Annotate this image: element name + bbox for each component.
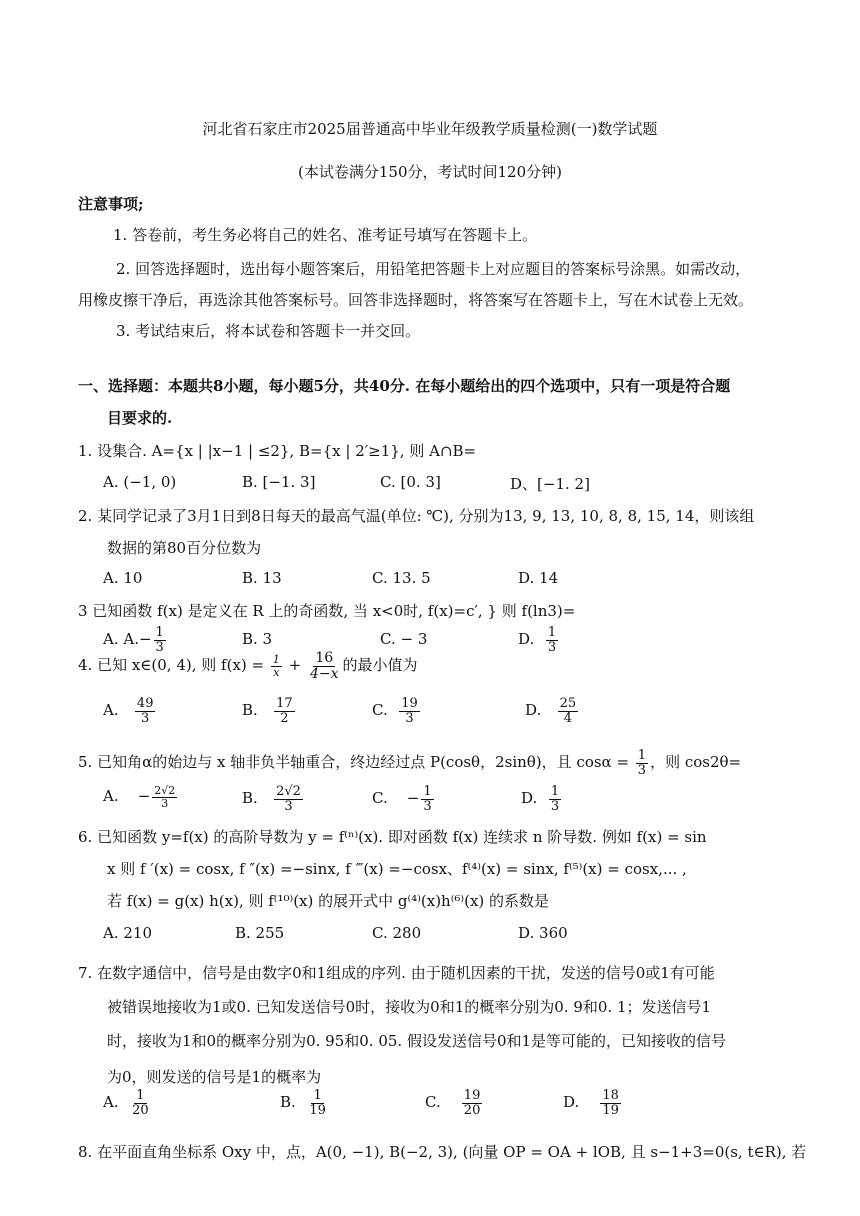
q7-option-d: D. $\frac{18}{19}$ — [563, 1088, 619, 1118]
section-heading: 一、选择题：本题共8小题，每小题5分，共40分. 在每小题给出的四个选项中，只有一项是符合题 — [78, 377, 731, 395]
exam-title: 河北省石家庄市2025届普通高中毕业年级教学质量检测(一)数学试题 — [202, 120, 658, 138]
q6-stem-line3: 若 f(x) = g(x) h(x), 则 f⁽¹⁰⁾(x) 的展开式中 g⁽⁴⁾(x)h⁽⁶⁾(x) 的系数是 — [107, 892, 550, 910]
q3-option-b: B. 3 — [242, 630, 273, 648]
q5-option-a: A. − $\frac{2√2}{3}$ — [103, 784, 176, 810]
q7-option-c: C. $\frac{19}{20}$ — [425, 1088, 481, 1118]
notice-item-1: 1. 答卷前，考生务必将自己的姓名、准考证号填写在答题卡上。 — [113, 226, 538, 244]
q2-option-c: C. 13. 5 — [372, 569, 431, 587]
q6-option-c: C. 280 — [372, 924, 422, 942]
q4-option-c: C. $\frac{19}{3}$ — [372, 696, 418, 726]
notice-item-2: 2. 回答选择题时，选出每小题答案后，用铅笔把答题卡上对应题目的答案标号涂黑。如需改动， — [116, 260, 751, 278]
q2-option-d: D. 14 — [518, 569, 559, 587]
q1-option-c: C. [0. 3] — [380, 473, 441, 491]
q2-option-a: A. 10 — [103, 569, 143, 587]
notice-heading: 注意事项; — [78, 195, 144, 213]
q8-stem: 8. 在平面直角坐标系 Oxy 中，点，A(0, −1), B(−2, 3), (向量 OP = OA + lOB, 且 s−1+3=0(s, t∈R), 若 — [78, 1143, 807, 1161]
q4-option-a: A. $\frac{49}{3}$ — [103, 696, 154, 726]
q7-stem-line4: 为0，则发送的信号是1的概率为 — [107, 1068, 322, 1086]
q7-stem: 7. 在数字通信中，信号是由数字0和1组成的序列. 由于随机因素的干扰，发送的信号0或1有可能 — [78, 964, 715, 982]
q7-option-b: B. $\frac{1}{19}$ — [280, 1088, 326, 1118]
q1-option-a: A. (−1, 0) — [103, 473, 177, 491]
q7-stem-line2: 被错误地接收为1或0. 已知发送信号0时，接收为0和1的概率分别为0. 9和0. 1；发送信号1 — [107, 998, 712, 1016]
q1-stem: 1. 设集合. A={x | |x−1 | ≤2}, B={x | 2′≥1}, 则 A∩B= — [78, 442, 477, 460]
q2-stem-cont: 数据的第80百分位数为 — [107, 539, 262, 557]
q2-stem: 2. 某同学记录了3月1日到8日每天的最高气温(单位: ℃), 分别为13, 9, 13, 10, 8, 8, 15, 14，则该组 — [78, 507, 755, 525]
q6-stem-line2: x 则 f ′(x) = cosx, f ″(x) =−sinx, f ‴(x) =−cosx、f⁽⁴⁾(x) = sinx, f⁽⁵⁾(x) = cosx,... , — [107, 860, 687, 878]
q3-option-d: D. $\frac{1}{3}$ — [518, 625, 557, 655]
q4-option-d: D. $\frac{25}{4}$ — [525, 696, 577, 726]
q3-option-a: A. A.− $\frac{1}{3}$ — [103, 625, 164, 655]
section-heading-cont: 目要求的. — [107, 409, 173, 427]
q6-option-d: D. 360 — [518, 924, 568, 942]
q4-option-b: B. $\frac{17}{2}$ — [242, 696, 293, 726]
notice-item-3: 3. 考试结束后，将本试卷和答题卡一并交回。 — [116, 322, 421, 340]
q6-option-a: A. 210 — [103, 924, 152, 942]
q2-option-b: B. 13 — [242, 569, 282, 587]
notice-item-2-cont: 用橡皮擦干净后，再选涂其他答案标号。回答非选择题时，将答案写在答题卡上，写在木试卷上无效。 — [78, 291, 754, 309]
q6-option-b: B. 255 — [235, 924, 285, 942]
q1-option-b: B. [−1. 3] — [242, 473, 316, 491]
q4-stem: 4. 已知 x∈(0, 4), 则 f(x) = $\frac{1}{x}$ + $\frac{16}{4-x}$ 的最小值为 — [78, 650, 418, 682]
q3-option-c: C. − 3 — [380, 630, 428, 648]
q5-option-d: D. $\frac{1}{3}$ — [521, 784, 560, 814]
q7-stem-line3: 时，接收为1和0的概率分别为0. 95和0. 05. 假设发送信号0和1是等可能的，已知接收的信号 — [107, 1032, 727, 1050]
exam-subtitle: (本试卷满分150分，考试时间120分钟) — [298, 163, 562, 181]
q1-option-d: D、[−1. 2] — [510, 475, 590, 493]
q6-stem: 6. 已知函数 y=f(x) 的高阶导数为 y = f⁽ⁿ⁾(x). 即对函数 f(x) 连续求 n 阶导数. 例如 f(x) = sin — [78, 828, 707, 846]
q5-stem: 5. 已知角α的始边与 x 轴非负半轴重合，终边经过点 P(cosθ，2sinθ)，且 cosα = $\frac{1}{3}$ ，则 cos2θ= — [78, 748, 742, 778]
q7-option-a: A. $\frac{1}{20}$ — [103, 1088, 149, 1118]
q3-stem: 3 已知函数 f(x) 是定义在 R 上的奇函数, 当 x<0时, f(x)=c′, } 则 f(ln3)= — [78, 602, 576, 620]
q5-option-c: C. − $\frac{1}{3}$ — [372, 784, 432, 814]
q5-option-b: B. $\frac{2√2}{3}$ — [242, 784, 301, 814]
